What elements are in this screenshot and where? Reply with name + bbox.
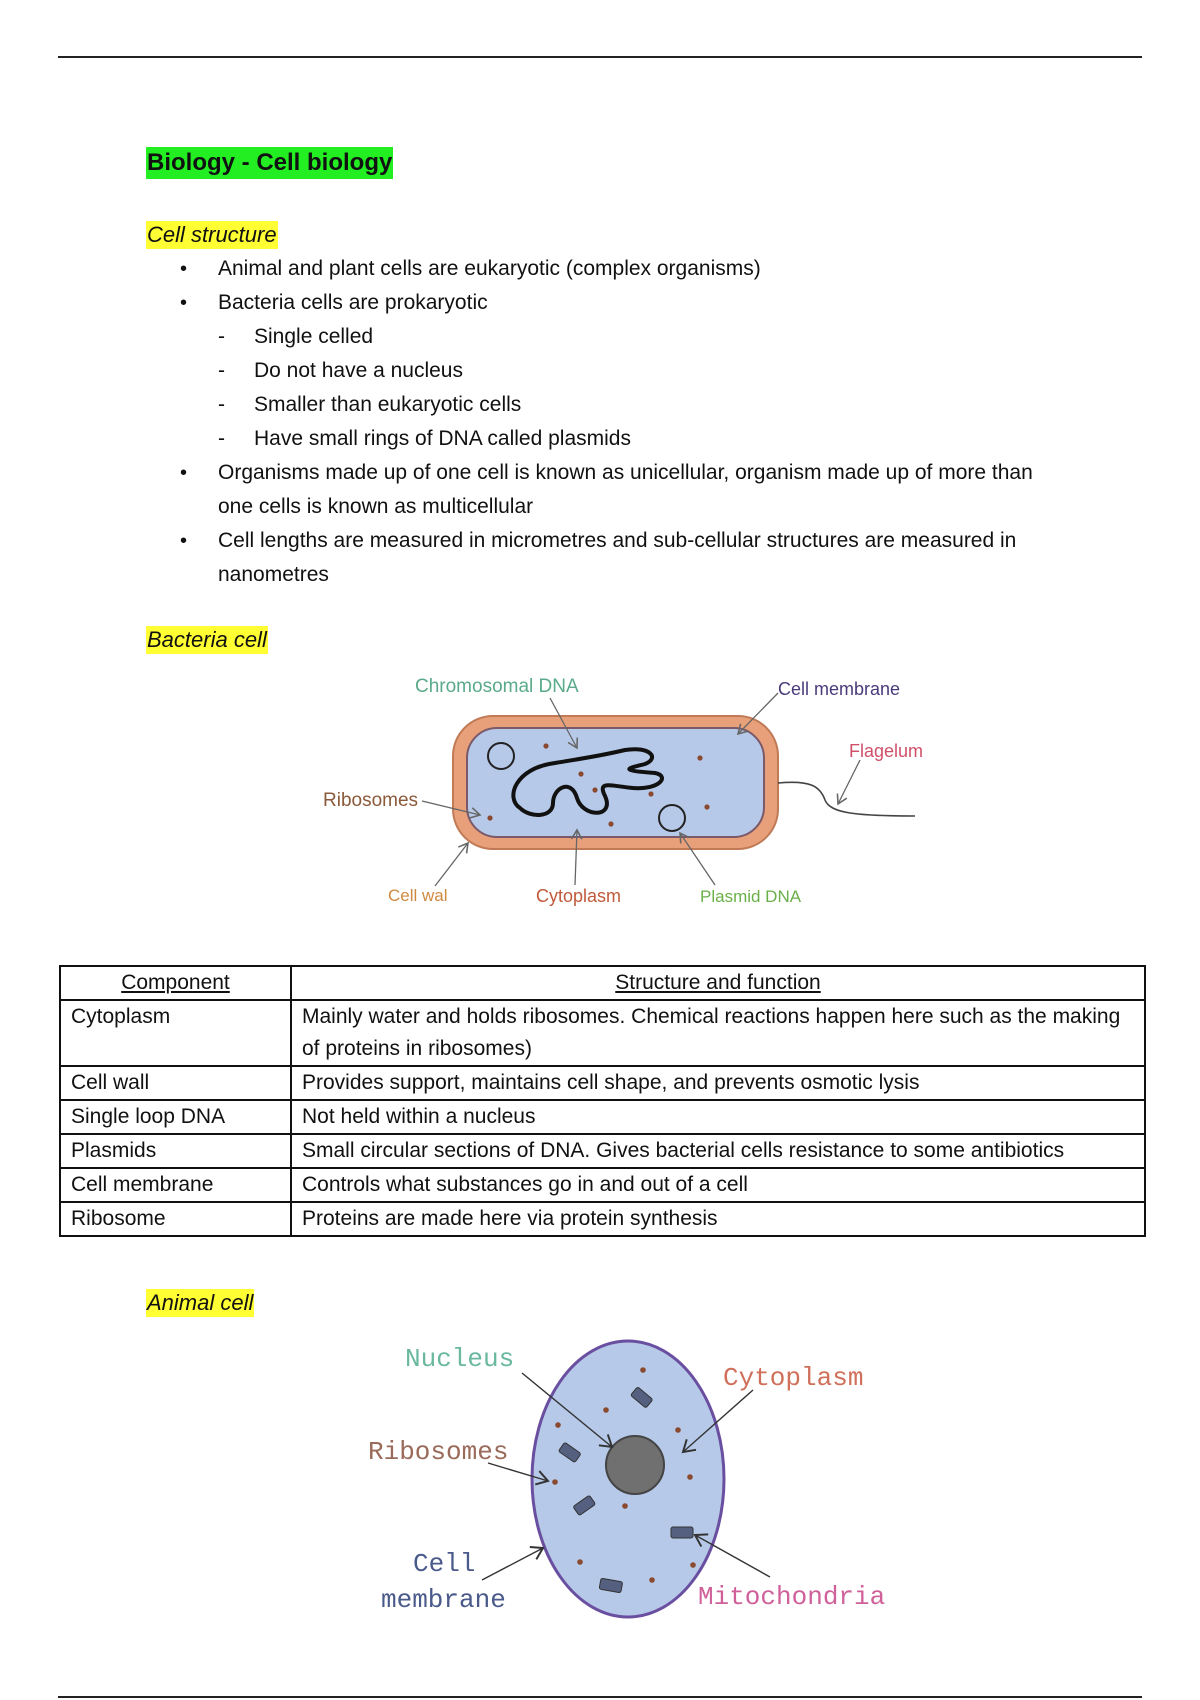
table-header-row: [60, 966, 1145, 1000]
cell-wall-label: Cell wal: [388, 886, 448, 905]
sub-list-item: - Smaller than eukaryotic cells: [180, 388, 1060, 422]
cell-membrane-label: Cell membrane: [778, 679, 901, 699]
table-row: [60, 1134, 1145, 1168]
function-column-header: Structure and function: [291, 966, 1145, 1000]
animal-cell-heading: Animal cell: [147, 1290, 254, 1315]
component-cell: Plasmids: [60, 1134, 291, 1168]
list-item: • Cell lengths are measured in micrometres and sub-cellular structures are measured in nanometres: [180, 524, 1060, 592]
bacteria-cell-heading: Bacteria cell: [147, 627, 267, 652]
table-row: [60, 1066, 1145, 1100]
table-row: [60, 1000, 1145, 1066]
chromosomal-dna-label: Chromosomal DNA: [415, 676, 579, 697]
cell-structure-list: [180, 252, 1060, 592]
sub-list-item: - Do not have a nucleus: [180, 354, 1060, 388]
component-cell: Cell wall: [60, 1066, 291, 1100]
cytoplasm-label: Cytoplasm: [723, 1363, 864, 1393]
table-row: [60, 1168, 1145, 1202]
function-cell: Provides support, maintains cell shape, and prevents osmotic lysis: [291, 1066, 1145, 1100]
cell-structure-heading: Cell structure: [147, 222, 277, 247]
mitochondria-label: Mitochondria: [698, 1582, 886, 1612]
header-rule: [58, 56, 1142, 58]
sub-list-item: - Have small rings of DNA called plasmids: [180, 422, 1060, 456]
nucleus-shape: [606, 1436, 664, 1494]
ribosomes-label: Ribosomes: [368, 1437, 509, 1467]
function-cell: Proteins are made here via protein synthesis: [291, 1202, 1145, 1236]
component-column-header: Component: [60, 966, 291, 1000]
footer-rule: [58, 1696, 1142, 1698]
cell-membrane-label: membrane: [381, 1585, 506, 1615]
list-item: • Animal and plant cells are eukaryotic (complex organisms): [180, 252, 1060, 286]
function-cell: Mainly water and holds ribosomes. Chemical reactions happen here such as the making of proteins in ribosomes): [291, 1000, 1145, 1066]
ribosomes-label: Ribosomes: [323, 790, 419, 811]
sub-list-item: - Single celled: [180, 320, 1060, 354]
cytoplasm-shape: [467, 728, 764, 837]
components-table: [59, 965, 1146, 1237]
component-cell: Ribosome: [60, 1202, 291, 1236]
component-cell: Cell membrane: [60, 1168, 291, 1202]
plasmid-dna-label: Plasmid DNA: [700, 887, 802, 906]
function-cell: Not held within a nucleus: [291, 1100, 1145, 1134]
list-item: • Bacteria cells are prokaryotic: [180, 286, 1060, 320]
component-cell: Cytoplasm: [60, 1000, 291, 1066]
flagellum-label: Flagelum: [849, 741, 924, 761]
component-cell: Single loop DNA: [60, 1100, 291, 1134]
nucleus-label: Nucleus: [405, 1344, 515, 1374]
table-row: [60, 1100, 1145, 1134]
list-item: • Organisms made up of one cell is known as unicellular, organism made up of more than one cells is known as multicellular: [180, 456, 1060, 524]
bacteria-cell-diagram: [315, 668, 925, 913]
page-title: Biology - Cell biology: [146, 147, 393, 179]
function-cell: Small circular sections of DNA. Gives bacterial cells resistance to some antibiotics: [291, 1134, 1145, 1168]
cell-membrane-label: Cell: [413, 1549, 476, 1579]
function-cell: Controls what substances go in and out of a cell: [291, 1168, 1145, 1202]
table-row: [60, 1202, 1145, 1236]
animal-cell-diagram: [360, 1330, 920, 1630]
cytoplasm-label: Cytoplasm: [536, 886, 622, 906]
